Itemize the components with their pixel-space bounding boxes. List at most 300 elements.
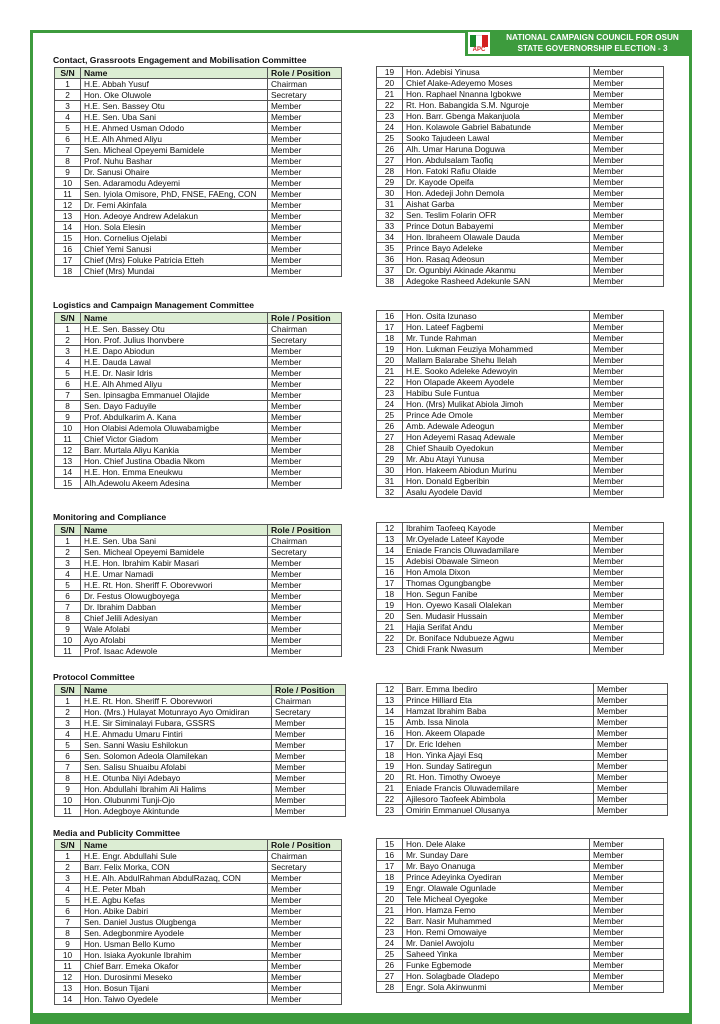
cell-name: Eniade Francis Oluwadamilare — [403, 545, 590, 556]
cell-role: Member — [594, 761, 668, 772]
table-row — [55, 478, 342, 489]
cell-name: Hon Amola Dixon — [403, 567, 590, 578]
table-row — [377, 333, 664, 344]
table-row — [55, 773, 346, 784]
cell-name: Chief (Mrs) Foluke Patricia Etteh — [81, 255, 268, 266]
cell-role: Member — [268, 635, 342, 646]
cell-sn: 17 — [55, 255, 81, 266]
cell-sn: 10 — [55, 423, 81, 434]
cell-sn: 19 — [377, 883, 403, 894]
table-row — [377, 377, 664, 388]
cell-sn: 15 — [377, 839, 403, 850]
cell-name: H.E. Dauda Lawal — [81, 357, 268, 368]
cell-role: Member — [268, 434, 342, 445]
table-row — [377, 476, 664, 487]
cell-name: Hon. Olubunmi Tunji-Ojo — [81, 795, 272, 806]
cell-sn: 23 — [377, 644, 403, 655]
cell-sn: 3 — [55, 718, 81, 729]
table-row — [55, 646, 342, 657]
cell-name: Dr. Ibrahim Dabban — [81, 602, 268, 613]
cell-role: Member — [268, 445, 342, 456]
cell-name: Hon. Adedeji John Demola — [403, 188, 590, 199]
cell-role: Member — [590, 523, 664, 534]
cell-role: Member — [590, 177, 664, 188]
cell-sn: 16 — [55, 244, 81, 255]
table-row — [55, 851, 342, 862]
cell-sn: 24 — [377, 938, 403, 949]
cell-sn: 15 — [377, 717, 403, 728]
table-row — [377, 839, 664, 850]
cell-role: Member — [268, 401, 342, 412]
cell-sn: 38 — [377, 276, 403, 287]
table-row — [377, 872, 664, 883]
column-header-role: Role / Position — [268, 840, 342, 851]
cell-name: Prof. Isaac Adewole — [81, 646, 268, 657]
cell-sn: 19 — [377, 761, 403, 772]
cell-role: Member — [268, 189, 342, 200]
table-row — [55, 255, 342, 266]
table-row — [55, 145, 342, 156]
cell-sn: 26 — [377, 421, 403, 432]
cell-name: Hon. Oke Oluwole — [81, 90, 268, 101]
cell-sn: 28 — [377, 982, 403, 993]
table-row — [55, 266, 342, 277]
cell-role: Member — [272, 784, 346, 795]
cell-name: Habibu Sule Funtua — [403, 388, 590, 399]
cell-sn: 8 — [55, 156, 81, 167]
column-header-sn: S/N — [55, 685, 81, 696]
column-header-sn: S/N — [55, 68, 81, 79]
cell-name: Hajia Serifat Andu — [403, 622, 590, 633]
cell-name: Engr. Olawale Ogunlade — [403, 883, 590, 894]
cell-sn: 5 — [55, 740, 81, 751]
cell-role: Member — [268, 939, 342, 950]
cell-name: Mr. Sunday Dare — [403, 850, 590, 861]
bottom-bar — [30, 1016, 692, 1024]
cell-name: Hon Olabisi Ademola Oluwabamigbe — [81, 423, 268, 434]
cell-sn: 17 — [377, 578, 403, 589]
cell-sn: 20 — [377, 772, 403, 783]
cell-sn: 33 — [377, 221, 403, 232]
table-row — [377, 894, 664, 905]
cell-name: Engr. Sola Akinwunmi — [403, 982, 590, 993]
cell-role: Member — [272, 773, 346, 784]
cell-role: Member — [590, 872, 664, 883]
cell-name: H.E. Sen. Uba Sani — [81, 112, 268, 123]
cell-name: Barr. Felix Morka, CON — [81, 862, 268, 873]
table-row — [377, 89, 664, 100]
table-row — [55, 972, 342, 983]
cell-name: Sen. Iyiola Omisore, PhD, FNSE, FAEng, CON — [81, 189, 268, 200]
header-title-line1: NATIONAL CAMPAIGN COUNCIL FOR OSUN — [506, 33, 679, 42]
cell-name: Tele Micheal Oyegoke — [403, 894, 590, 905]
column-header-sn: S/N — [55, 525, 81, 536]
column-header-name: Name — [81, 68, 268, 79]
table-row — [377, 633, 664, 644]
cell-role: Member — [590, 850, 664, 861]
cell-name: Sen. Sanni Wasiu Eshilokun — [81, 740, 272, 751]
table-header-row — [55, 525, 342, 536]
cell-role: Member — [590, 78, 664, 89]
table-row — [377, 916, 664, 927]
cell-sn: 16 — [377, 728, 403, 739]
cell-name: Hon. (Mrs.) Hulayat Motunrayo Ayo Omidiran — [81, 707, 272, 718]
cell-role: Member — [268, 972, 342, 983]
cell-name: Sen. Dayo Faduyile — [81, 401, 268, 412]
cell-sn: 19 — [377, 67, 403, 78]
cell-role: Member — [590, 600, 664, 611]
cell-name: Sen. Adegbonmire Ayodele — [81, 928, 268, 939]
cell-name: H.E. Alh. AbdulRahman AbdulRazaq, CON — [81, 873, 268, 884]
cell-role: Member — [268, 101, 342, 112]
committee-title: Logistics and Campaign Management Committee — [53, 300, 255, 310]
cell-sn: 25 — [377, 949, 403, 960]
cell-sn: 16 — [377, 311, 403, 322]
cell-name: Hon. Oyewo Kasali Olalekan — [403, 600, 590, 611]
table-row — [377, 122, 664, 133]
committee-table-left — [54, 67, 342, 277]
cell-sn: 37 — [377, 265, 403, 276]
cell-role: Member — [590, 622, 664, 633]
table-row — [55, 547, 342, 558]
cell-sn: 19 — [377, 344, 403, 355]
cell-role: Member — [268, 266, 342, 277]
cell-sn: 11 — [55, 646, 81, 657]
cell-role: Member — [590, 366, 664, 377]
table-row — [55, 456, 342, 467]
cell-sn: 23 — [377, 388, 403, 399]
cell-role: Member — [268, 456, 342, 467]
cell-sn: 12 — [55, 972, 81, 983]
cell-role: Member — [268, 123, 342, 134]
table-row — [377, 739, 668, 750]
committee-title: Contact, Grassroots Engagement and Mobilisation Committee — [53, 55, 307, 65]
header-title-line2: STATE GOVERNORSHIP ELECTION - 3 — [517, 44, 668, 53]
table-row — [55, 156, 342, 167]
cell-role: Member — [268, 895, 342, 906]
cell-sn: 15 — [377, 556, 403, 567]
cell-name: Prince Dotun Babayemi — [403, 221, 590, 232]
cell-name: Mr. Daniel Awojolu — [403, 938, 590, 949]
cell-name: H.E. Sir Siminalayi Fubara, GSSRS — [81, 718, 272, 729]
cell-role: Member — [594, 783, 668, 794]
cell-sn: 13 — [377, 534, 403, 545]
cell-sn: 16 — [377, 850, 403, 861]
cell-name: Prince Bayo Adeleke — [403, 243, 590, 254]
cell-name: Mallam Balarabe Shehu Ilelah — [403, 355, 590, 366]
table-row — [377, 695, 668, 706]
cell-role: Member — [268, 379, 342, 390]
cell-sn: 11 — [55, 961, 81, 972]
cell-role: Member — [590, 254, 664, 265]
cell-role: Chairman — [268, 324, 342, 335]
cell-name: Mr. Bayo Onanuga — [403, 861, 590, 872]
cell-sn: 1 — [55, 324, 81, 335]
table-row — [55, 624, 342, 635]
table-row — [55, 467, 342, 478]
cell-name: H.E. Agbu Kefas — [81, 895, 268, 906]
cell-sn: 4 — [55, 569, 81, 580]
table-row — [55, 613, 342, 624]
cell-sn: 5 — [55, 368, 81, 379]
table-row — [55, 961, 342, 972]
cell-role: Member — [268, 569, 342, 580]
cell-role: Member — [590, 311, 664, 322]
cell-sn: 25 — [377, 133, 403, 144]
cell-name: Hon. Ibraheem Olawale Dauda — [403, 232, 590, 243]
cell-role: Member — [590, 534, 664, 545]
cell-sn: 23 — [377, 927, 403, 938]
cell-role: Member — [590, 465, 664, 476]
cell-name: Hon. Dele Alake — [403, 839, 590, 850]
table-row — [55, 950, 342, 961]
cell-sn: 25 — [377, 410, 403, 421]
cell-sn: 7 — [55, 602, 81, 613]
cell-name: Chief Jelili Adesiyan — [81, 613, 268, 624]
cell-name: Barr. Emma Ibediro — [403, 684, 594, 695]
cell-name: Sen. Micheal Opeyemi Bamidele — [81, 145, 268, 156]
cell-role: Member — [268, 357, 342, 368]
cell-role: Member — [590, 243, 664, 254]
cell-sn: 11 — [55, 806, 81, 817]
cell-sn: 12 — [377, 684, 403, 695]
cell-role: Member — [590, 454, 664, 465]
cell-role: Member — [268, 961, 342, 972]
table-row — [55, 368, 342, 379]
cell-role: Member — [590, 166, 664, 177]
cell-role: Member — [590, 982, 664, 993]
cell-name: Chief Yemi Sanusi — [81, 244, 268, 255]
cell-sn: 18 — [55, 266, 81, 277]
table-row — [377, 750, 668, 761]
cell-name: Hon. Solagbade Oladepo — [403, 971, 590, 982]
table-row — [377, 794, 668, 805]
cell-sn: 30 — [377, 465, 403, 476]
cell-sn: 11 — [55, 434, 81, 445]
cell-sn: 27 — [377, 971, 403, 982]
cell-name: Hon. Raphael Nnanna Igbokwe — [403, 89, 590, 100]
cell-name: H.E. Dr. Nasir Idris — [81, 368, 268, 379]
cell-sn: 3 — [55, 558, 81, 569]
table-row — [55, 580, 342, 591]
cell-name: Sen. Solomon Adeola Olamilekan — [81, 751, 272, 762]
cell-name: Hon. Chief Justina Obadia Nkom — [81, 456, 268, 467]
table-row — [55, 635, 342, 646]
cell-role: Member — [590, 265, 664, 276]
cell-role: Member — [590, 578, 664, 589]
cell-sn: 22 — [377, 633, 403, 644]
table-row — [55, 862, 342, 873]
committee-title: Protocol Committee — [53, 672, 135, 682]
cell-sn: 10 — [55, 950, 81, 961]
table-row — [377, 622, 664, 633]
cell-sn: 21 — [377, 905, 403, 916]
table-row — [55, 928, 342, 939]
cell-role: Member — [268, 906, 342, 917]
cell-role: Member — [590, 388, 664, 399]
table-row — [377, 322, 664, 333]
cell-role: Member — [272, 751, 346, 762]
table-row — [55, 536, 342, 547]
cell-sn: 7 — [55, 390, 81, 401]
cell-role: Member — [590, 122, 664, 133]
cell-sn: 32 — [377, 210, 403, 221]
cell-role: Member — [594, 772, 668, 783]
table-header-row — [55, 685, 346, 696]
cell-sn: 14 — [55, 994, 81, 1005]
committee-table-left — [54, 684, 346, 817]
cell-role: Member — [590, 399, 664, 410]
table-row — [377, 366, 664, 377]
table-row — [377, 144, 664, 155]
table-row — [377, 556, 664, 567]
cell-role: Member — [590, 839, 664, 850]
cell-role: Chairman — [268, 79, 342, 90]
cell-role: Member — [590, 155, 664, 166]
table-row — [55, 244, 342, 255]
cell-name: Hon. Abike Dabiri — [81, 906, 268, 917]
cell-role: Chairman — [272, 696, 346, 707]
committee-title: Monitoring and Compliance — [53, 512, 167, 522]
table-row — [55, 751, 346, 762]
table-row — [377, 523, 664, 534]
committee-table-left — [54, 839, 342, 1005]
committee-title: Media and Publicity Committee — [53, 828, 181, 838]
cell-role: Member — [268, 591, 342, 602]
cell-name: Funke Egbemode — [403, 960, 590, 971]
apc-logo-icon — [468, 32, 490, 54]
cell-role: Member — [590, 861, 664, 872]
cell-role: Member — [594, 695, 668, 706]
cell-sn: 9 — [55, 784, 81, 795]
cell-name: Hon. Remi Omowaiye — [403, 927, 590, 938]
cell-role: Member — [268, 390, 342, 401]
cell-name: Mr.Oyelade Lateef Kayode — [403, 534, 590, 545]
cell-sn: 26 — [377, 144, 403, 155]
cell-name: Dr. Sanusi Ohaire — [81, 167, 268, 178]
cell-sn: 10 — [55, 635, 81, 646]
cell-sn: 9 — [55, 624, 81, 635]
cell-role: Member — [594, 794, 668, 805]
table-row — [377, 927, 664, 938]
cell-sn: 7 — [55, 917, 81, 928]
table-row — [377, 344, 664, 355]
table-header-row — [55, 68, 342, 79]
cell-name: H.E. Dapo Abiodun — [81, 346, 268, 357]
cell-name: Prof. Nuhu Bashar — [81, 156, 268, 167]
column-header-sn: S/N — [55, 840, 81, 851]
table-row — [377, 78, 664, 89]
cell-sn: 6 — [55, 751, 81, 762]
cell-name: Hon. Fatoki Rafiu Olaide — [403, 166, 590, 177]
cell-role: Member — [590, 276, 664, 287]
table-row — [377, 421, 664, 432]
table-row — [55, 983, 342, 994]
cell-role: Member — [590, 894, 664, 905]
cell-role: Member — [268, 558, 342, 569]
cell-sn: 2 — [55, 707, 81, 718]
cell-sn: 15 — [55, 233, 81, 244]
table-row — [377, 534, 664, 545]
cell-sn: 29 — [377, 177, 403, 188]
table-row — [377, 783, 668, 794]
cell-sn: 2 — [55, 862, 81, 873]
cell-sn: 21 — [377, 622, 403, 633]
cell-sn: 15 — [55, 478, 81, 489]
committee-table-right — [376, 310, 664, 498]
table-row — [55, 445, 342, 456]
table-row — [377, 644, 664, 655]
table-row — [377, 611, 664, 622]
cell-sn: 21 — [377, 366, 403, 377]
cell-role: Member — [268, 233, 342, 244]
cell-sn: 34 — [377, 232, 403, 243]
cell-sn: 17 — [377, 861, 403, 872]
table-row — [377, 221, 664, 232]
cell-sn: 21 — [377, 89, 403, 100]
cell-name: Chief Alake-Adeyemo Moses — [403, 78, 590, 89]
table-row — [377, 949, 664, 960]
cell-sn: 22 — [377, 377, 403, 388]
cell-name: Chief Shauib Oyedokun — [403, 443, 590, 454]
committee-table-left — [54, 524, 342, 657]
cell-sn: 9 — [55, 939, 81, 950]
cell-name: H.E. Umar Namadi — [81, 569, 268, 580]
cell-role: Member — [594, 750, 668, 761]
cell-sn: 8 — [55, 613, 81, 624]
cell-role: Member — [268, 624, 342, 635]
cell-role: Member — [590, 199, 664, 210]
table-row — [377, 177, 664, 188]
cell-sn: 3 — [55, 346, 81, 357]
cell-name: Wale Afolabi — [81, 624, 268, 635]
cell-sn: 35 — [377, 243, 403, 254]
cell-name: H.E. Sen. Bassey Otu — [81, 101, 268, 112]
cell-sn: 22 — [377, 794, 403, 805]
column-header-role: Role / Position — [268, 68, 342, 79]
cell-role: Member — [594, 717, 668, 728]
cell-role: Member — [268, 346, 342, 357]
table-row — [377, 355, 664, 366]
cell-name: Amb. Issa Ninola — [403, 717, 594, 728]
cell-role: Member — [594, 805, 668, 816]
cell-name: Chief Barr. Emeka Okafor — [81, 961, 268, 972]
cell-sn: 13 — [377, 695, 403, 706]
cell-name: Hamzat Ibrahim Baba — [403, 706, 594, 717]
cell-role: Secretary — [268, 547, 342, 558]
cell-sn: 9 — [55, 412, 81, 423]
table-row — [55, 917, 342, 928]
cell-role: Member — [268, 145, 342, 156]
cell-name: Ibrahim Taofeeq Kayode — [403, 523, 590, 534]
table-row — [55, 939, 342, 950]
cell-sn: 19 — [377, 600, 403, 611]
cell-role: Member — [272, 740, 346, 751]
column-header-name: Name — [81, 840, 268, 851]
cell-name: Alh.Adewolu Akeem Adesina — [81, 478, 268, 489]
cell-role: Member — [590, 476, 664, 487]
table-row — [55, 211, 342, 222]
table-row — [377, 567, 664, 578]
cell-role: Member — [268, 255, 342, 266]
cell-name: Hon. Osita Izunaso — [403, 311, 590, 322]
cell-sn: 8 — [55, 928, 81, 939]
cell-role: Member — [590, 905, 664, 916]
cell-sn: 22 — [377, 100, 403, 111]
table-header-row — [55, 840, 342, 851]
cell-name: H.E. Abbah Yusuf — [81, 79, 268, 90]
cell-name: Eniade Francis Oluwademilare — [403, 783, 594, 794]
